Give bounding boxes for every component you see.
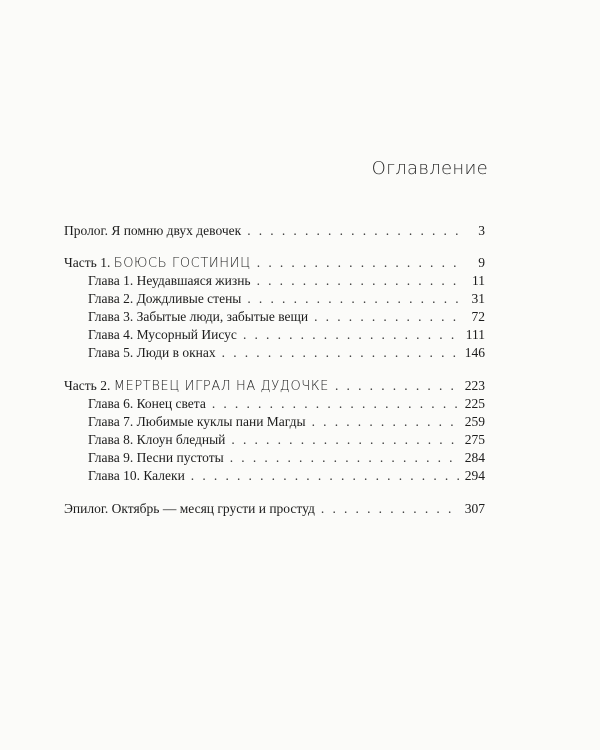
entry-page-number: 225 [464,396,485,411]
entry-label [88,308,308,326]
entry-label [88,431,225,449]
toc-entry-part-2[interactable] [64,377,485,395]
entry-page-number: 111 [465,327,485,342]
entry-label [88,467,185,485]
dot-leader [231,431,459,449]
toc-title: Оглавление [371,158,488,179]
entry-label [88,272,251,290]
entry-title: Калеки [143,468,185,483]
toc-entry-chapter-4[interactable] [64,326,485,344]
entry-prefix: Глава 10. [88,468,140,483]
entry-page-number: 284 [464,450,485,465]
entry-label [64,254,251,273]
toc-entry-epilogue[interactable] [64,500,485,518]
entry-prefix: Эпилог. [64,501,109,516]
entry-label [88,395,206,413]
entry-title: Песни пустоты [136,450,224,465]
dot-leader [191,467,459,485]
toc-entry-chapter-5[interactable] [64,344,485,362]
entry-prefix: Глава 4. [88,327,134,342]
dot-leader [321,500,459,518]
entry-title: Мусорный Иисус [136,327,237,342]
entry-title: Я помню двух девочек [111,223,242,238]
entry-page-number: 72 [471,309,485,324]
dot-leader [247,222,459,240]
entry-title: Люди в окнах [136,345,216,360]
dot-leader [257,272,459,290]
entry-prefix: Пролог. [64,223,108,238]
entry-label [64,377,329,396]
entry-prefix: Глава 3. [88,309,134,324]
dot-leader [335,377,459,395]
dot-leader [230,449,459,467]
entry-prefix: Глава 9. [88,450,134,465]
toc-entry-chapter-2[interactable] [64,290,485,308]
dot-leader [312,413,459,431]
entry-page-number: 275 [464,432,485,447]
entry-label [88,449,224,467]
entry-page-number: 3 [478,223,485,238]
entry-page-number: 146 [464,345,485,360]
entry-label [88,326,237,344]
dot-leader [257,254,459,272]
entry-page-number: 307 [464,501,485,516]
entry-label [64,222,241,240]
toc-entry-chapter-8[interactable] [64,431,485,449]
entry-title: Конец света [136,396,206,411]
entry-page-number: 294 [464,468,485,483]
entry-label [88,344,216,362]
entry-page-number: 259 [464,414,485,429]
entry-page-number: 223 [464,378,485,393]
entry-title: Забытые люди, забытые вещи [136,309,309,324]
entry-prefix: Глава 8. [88,432,134,447]
entry-page-number: 9 [478,255,485,270]
toc-entry-chapter-1[interactable] [64,272,485,290]
toc-entry-chapter-3[interactable] [64,308,485,326]
toc-entry-chapter-6[interactable] [64,395,485,413]
entry-prefix: Часть 1. [64,255,111,270]
entry-label [64,500,315,518]
entry-title: Любимые куклы пани Магды [136,414,306,429]
entry-title: Октябрь — месяц грусти и простуд [111,501,315,516]
entry-title: Неудавшаяся жизнь [136,273,251,288]
entry-prefix: Глава 2. [88,291,134,306]
entry-page-number: 11 [472,273,485,288]
entry-label [88,290,241,308]
dot-leader [222,344,459,362]
toc-entry-prologue[interactable] [64,222,485,240]
dot-leader [243,326,459,344]
toc-entry-chapter-7[interactable] [64,413,485,431]
dot-leader [314,308,459,326]
entry-prefix: Глава 5. [88,345,134,360]
entry-title: МЕРТВЕЦ ИГРАЛ НА ДУДОЧКЕ [113,379,329,394]
entry-label [88,413,306,431]
toc-entry-chapter-9[interactable] [64,449,485,467]
entry-prefix: Глава 1. [88,273,134,288]
dot-leader [212,395,459,413]
entry-title: Дождливые стены [136,291,242,306]
entry-prefix: Глава 7. [88,414,134,429]
dot-leader [247,290,459,308]
entry-prefix: Глава 6. [88,396,134,411]
entry-page-number: 31 [471,291,485,306]
entry-prefix: Часть 2. [64,378,111,393]
entry-title: БОЮСЬ ГОСТИНИЦ [113,256,251,271]
entry-title: Клоун бледный [136,432,226,447]
toc-entry-chapter-10[interactable] [64,467,485,485]
toc-entry-part-1[interactable] [64,254,485,272]
